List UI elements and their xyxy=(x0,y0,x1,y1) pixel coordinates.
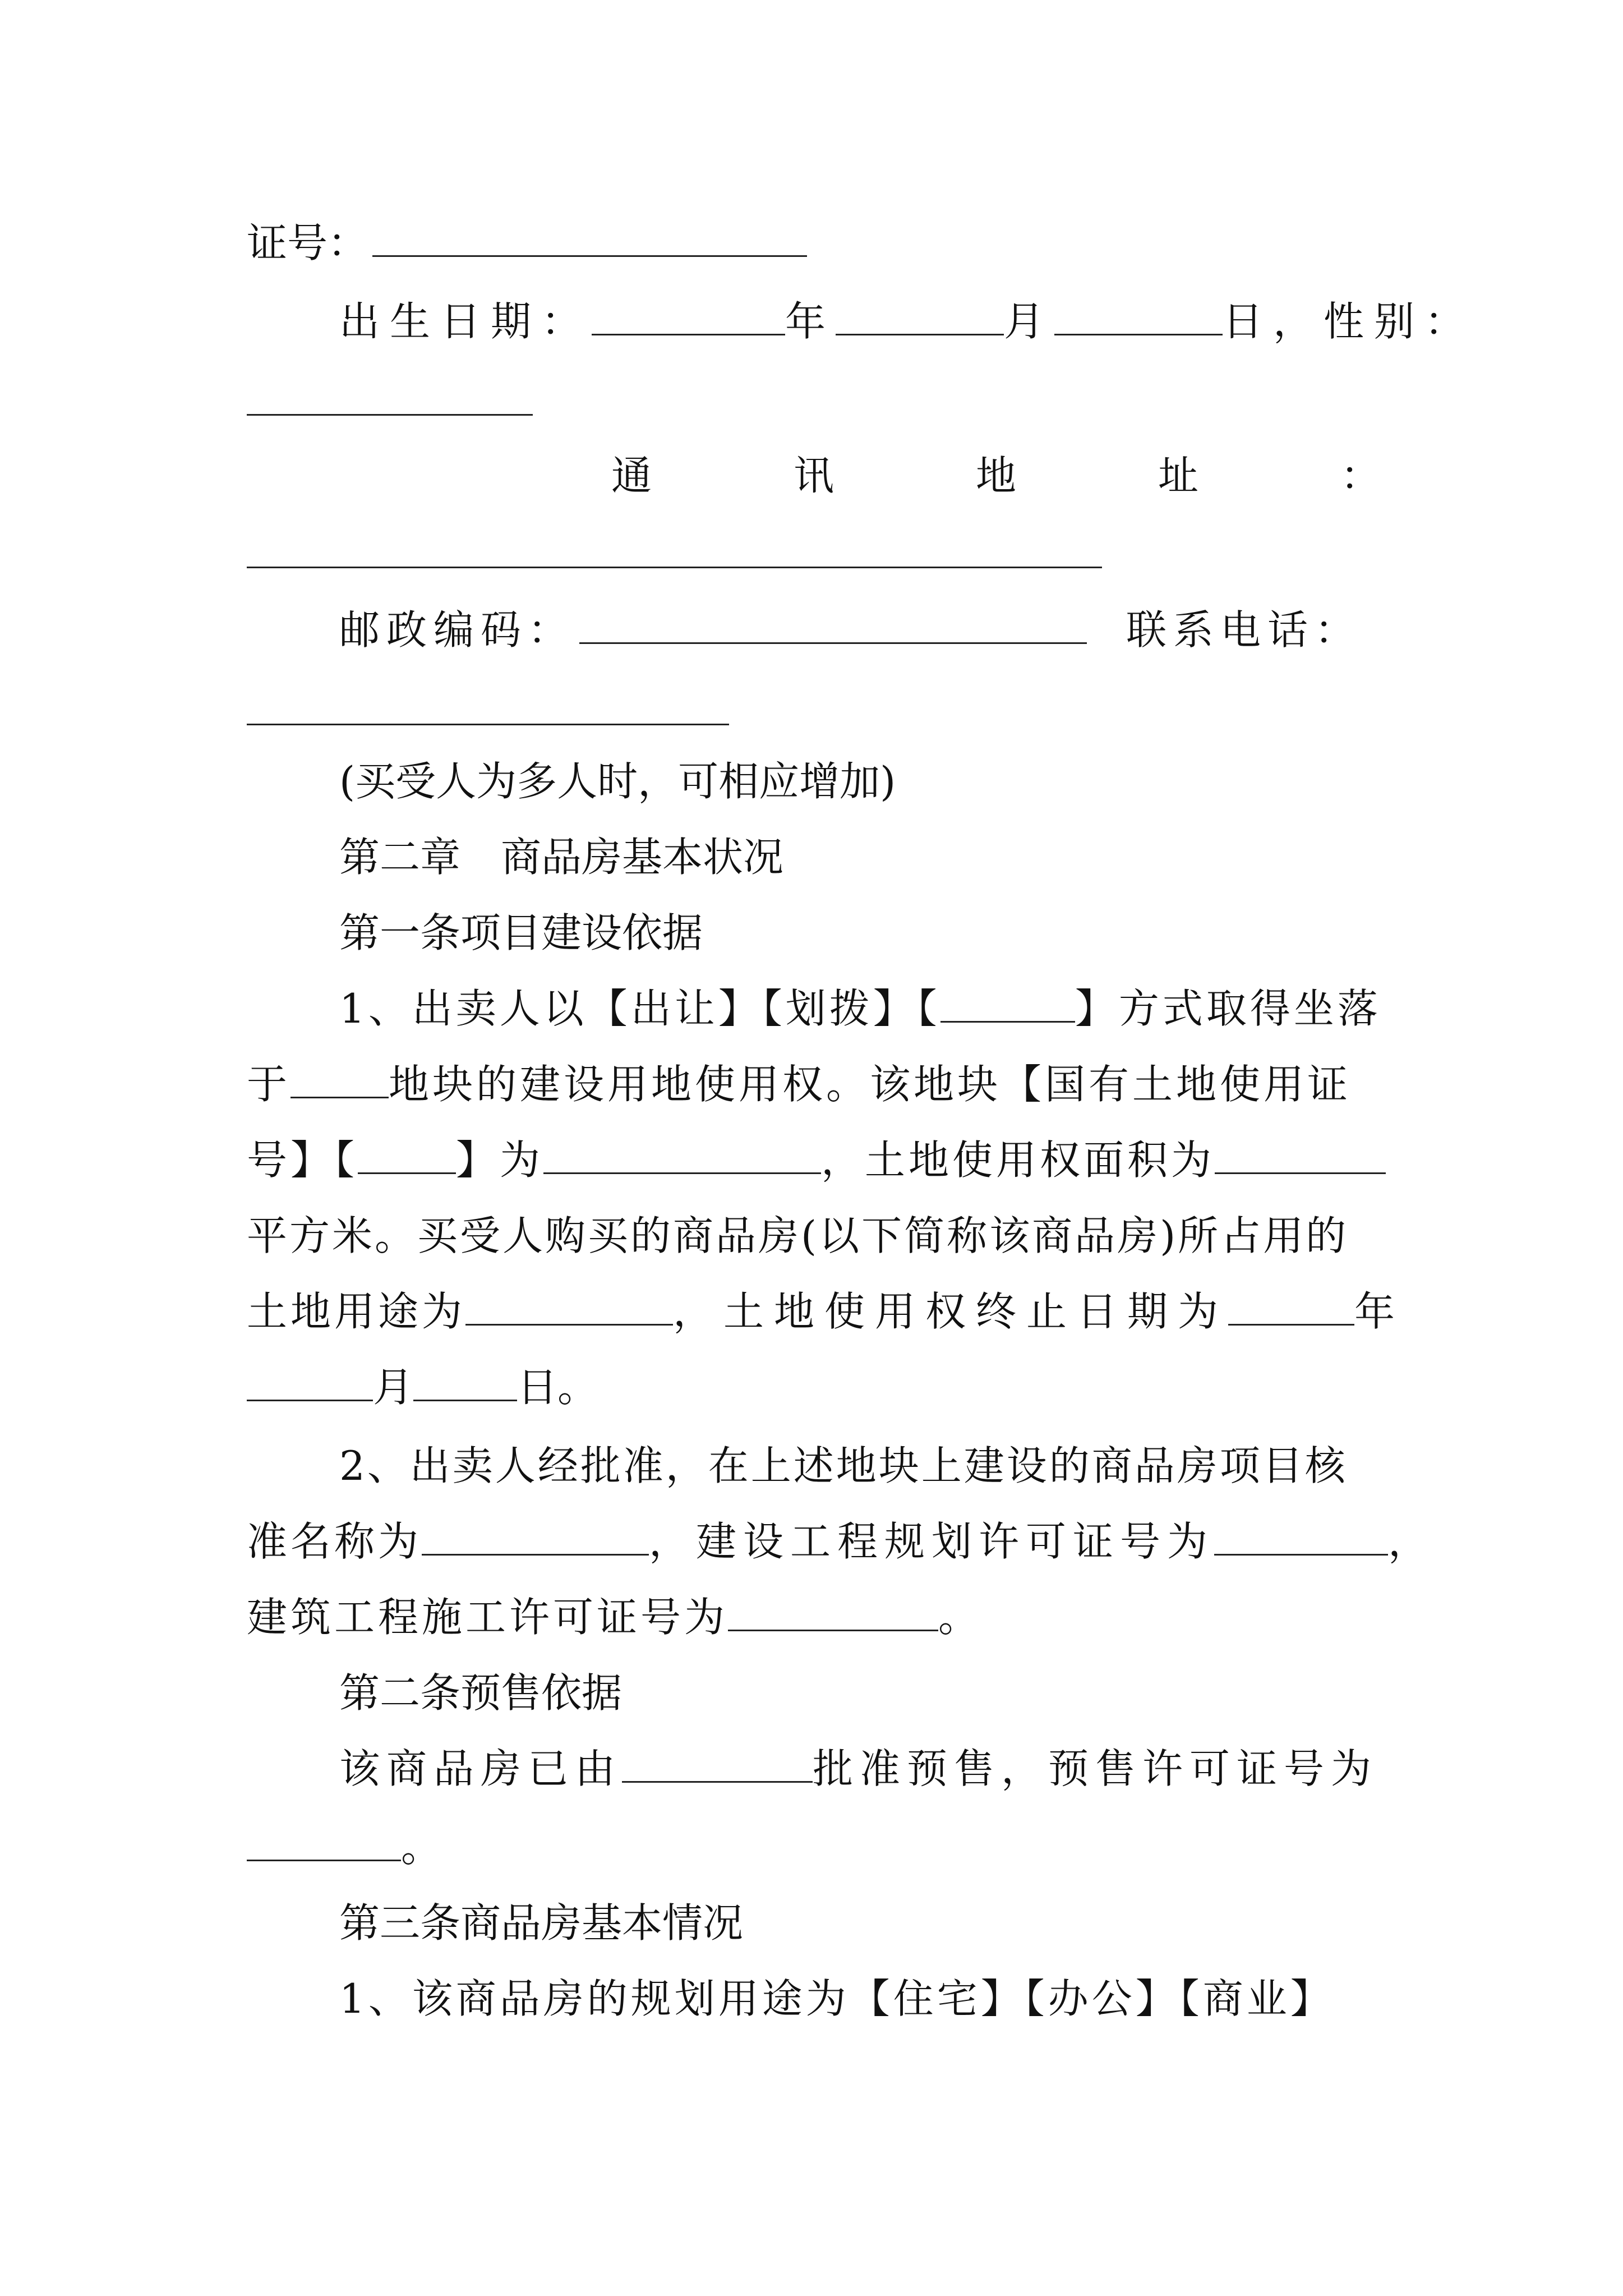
address-char-1: 通 xyxy=(611,452,652,499)
id-number-label: 证号： xyxy=(247,219,368,266)
clause-1-line-4: 平方米。买受人购买的商品房(以下简称该商品房)所占用的 xyxy=(247,1212,1349,1259)
clause-1-text-d: 地块的建设用地使用权。该地块【国有土地使用证 xyxy=(389,1061,1352,1108)
clause-1-line-5 xyxy=(247,1285,1399,1338)
clause-1-line-3 xyxy=(247,1133,1391,1187)
clause-2-text-c: ， xyxy=(1388,1518,1432,1565)
land-parcel-blank[interactable] xyxy=(291,1059,389,1098)
clause-2-line-1: 2、出卖人经批准，在上述地块上建设的商品房项目核 xyxy=(339,1442,1348,1489)
end-day-blank[interactable] xyxy=(413,1361,517,1401)
planning-permit-blank[interactable] xyxy=(1214,1516,1388,1556)
chapter-heading: 第二章 商品房基本状况 xyxy=(339,834,784,881)
phone-label: 联系电话： xyxy=(1126,606,1362,654)
clause-2-text-a: 准名称为 xyxy=(247,1518,422,1565)
clause-2-line-3 xyxy=(247,1590,1391,1644)
clause-1-text-i: ，土地使用权终止日期为 xyxy=(673,1288,1229,1335)
day-gender-label: 日，性别： xyxy=(1223,298,1476,345)
note-line: (买受人为多人时，可相应增加) xyxy=(339,758,896,805)
certificate-number-blank[interactable] xyxy=(543,1134,821,1174)
presale-text-b: 批准预售，预售许可证号为 xyxy=(813,1745,1378,1792)
presale-period: 。 xyxy=(401,1824,442,1871)
phone-blank[interactable] xyxy=(247,724,729,725)
project-name-blank[interactable] xyxy=(422,1516,649,1556)
clause-1-text-k: 月 xyxy=(373,1364,414,1411)
end-year-blank[interactable] xyxy=(1228,1286,1354,1326)
address-colon: ： xyxy=(1340,452,1381,499)
clause-2-text-d: 建筑工程施工许可证号为 xyxy=(247,1594,728,1641)
birth-year-blank[interactable] xyxy=(592,296,785,335)
presale-line-2 xyxy=(247,1820,1391,1874)
land-area-blank[interactable] xyxy=(1215,1134,1386,1174)
clause-2-text-e: 。 xyxy=(938,1594,983,1641)
clause-1-text-c: 于 xyxy=(247,1061,291,1108)
clause-1-text-h: 土地用途为 xyxy=(247,1288,466,1335)
birth-date-line xyxy=(339,295,1476,348)
article-3-heading: 第三条商品房基本情况 xyxy=(339,1899,744,1947)
clause-1-text-e: 号】【 xyxy=(247,1137,358,1184)
clause-2-line-2 xyxy=(247,1515,1432,1568)
clause-1-line-6 xyxy=(247,1360,1391,1414)
clause-1-text-a: 1、出卖人以【出让】【划拨】【 xyxy=(339,985,940,1032)
clause-1-text-g: ，土地使用权面积为 xyxy=(821,1137,1215,1184)
id-number-line xyxy=(247,216,1391,270)
article-2-heading: 第二条预售依据 xyxy=(339,1669,623,1717)
birth-month-blank[interactable] xyxy=(836,296,1004,335)
id-number-blank[interactable] xyxy=(372,217,807,257)
presale-text-a: 该商品房已由 xyxy=(339,1745,623,1792)
clause-3-line-1: 1、该商品房的规划用途为【住宅】【办公】【商业】 xyxy=(339,1975,1334,2022)
address-blank[interactable] xyxy=(247,567,1102,568)
address-char-3: 地 xyxy=(976,452,1017,499)
presale-authority-blank[interactable] xyxy=(622,1743,813,1783)
clause-1-text-j: 年 xyxy=(1354,1288,1399,1335)
month-label: 月 xyxy=(1004,298,1055,345)
acquire-method-blank[interactable] xyxy=(940,983,1075,1023)
clause-1-text-l: 日。 xyxy=(517,1364,598,1411)
postcode-blank[interactable] xyxy=(579,604,1087,644)
land-use-blank[interactable] xyxy=(465,1286,673,1326)
construction-permit-blank[interactable] xyxy=(728,1591,938,1631)
gender-blank[interactable] xyxy=(247,414,533,416)
year-label: 年 xyxy=(785,298,836,345)
certificate-type-blank[interactable] xyxy=(358,1134,456,1174)
address-char-2: 讯 xyxy=(794,452,834,499)
birth-date-label: 出生日期： xyxy=(339,298,592,345)
clause-2-text-b: ，建设工程规划许可证号为 xyxy=(649,1518,1215,1565)
clause-1-line-1 xyxy=(339,982,1391,1036)
postcode-label: 邮政编码： xyxy=(339,606,575,654)
clause-1-text-b: 】方式取得坐落 xyxy=(1075,985,1381,1032)
postcode-phone-line xyxy=(339,603,1391,657)
presale-line xyxy=(339,1742,1391,1796)
presale-permit-blank[interactable] xyxy=(247,1821,401,1861)
clause-1-text-f: 】为 xyxy=(456,1137,544,1184)
clause-1-line-2 xyxy=(247,1057,1391,1111)
birth-day-blank[interactable] xyxy=(1054,296,1223,335)
address-char-4: 址 xyxy=(1158,452,1199,499)
article-1-heading: 第一条项目建设依据 xyxy=(339,909,703,956)
end-month-blank[interactable] xyxy=(247,1361,373,1401)
